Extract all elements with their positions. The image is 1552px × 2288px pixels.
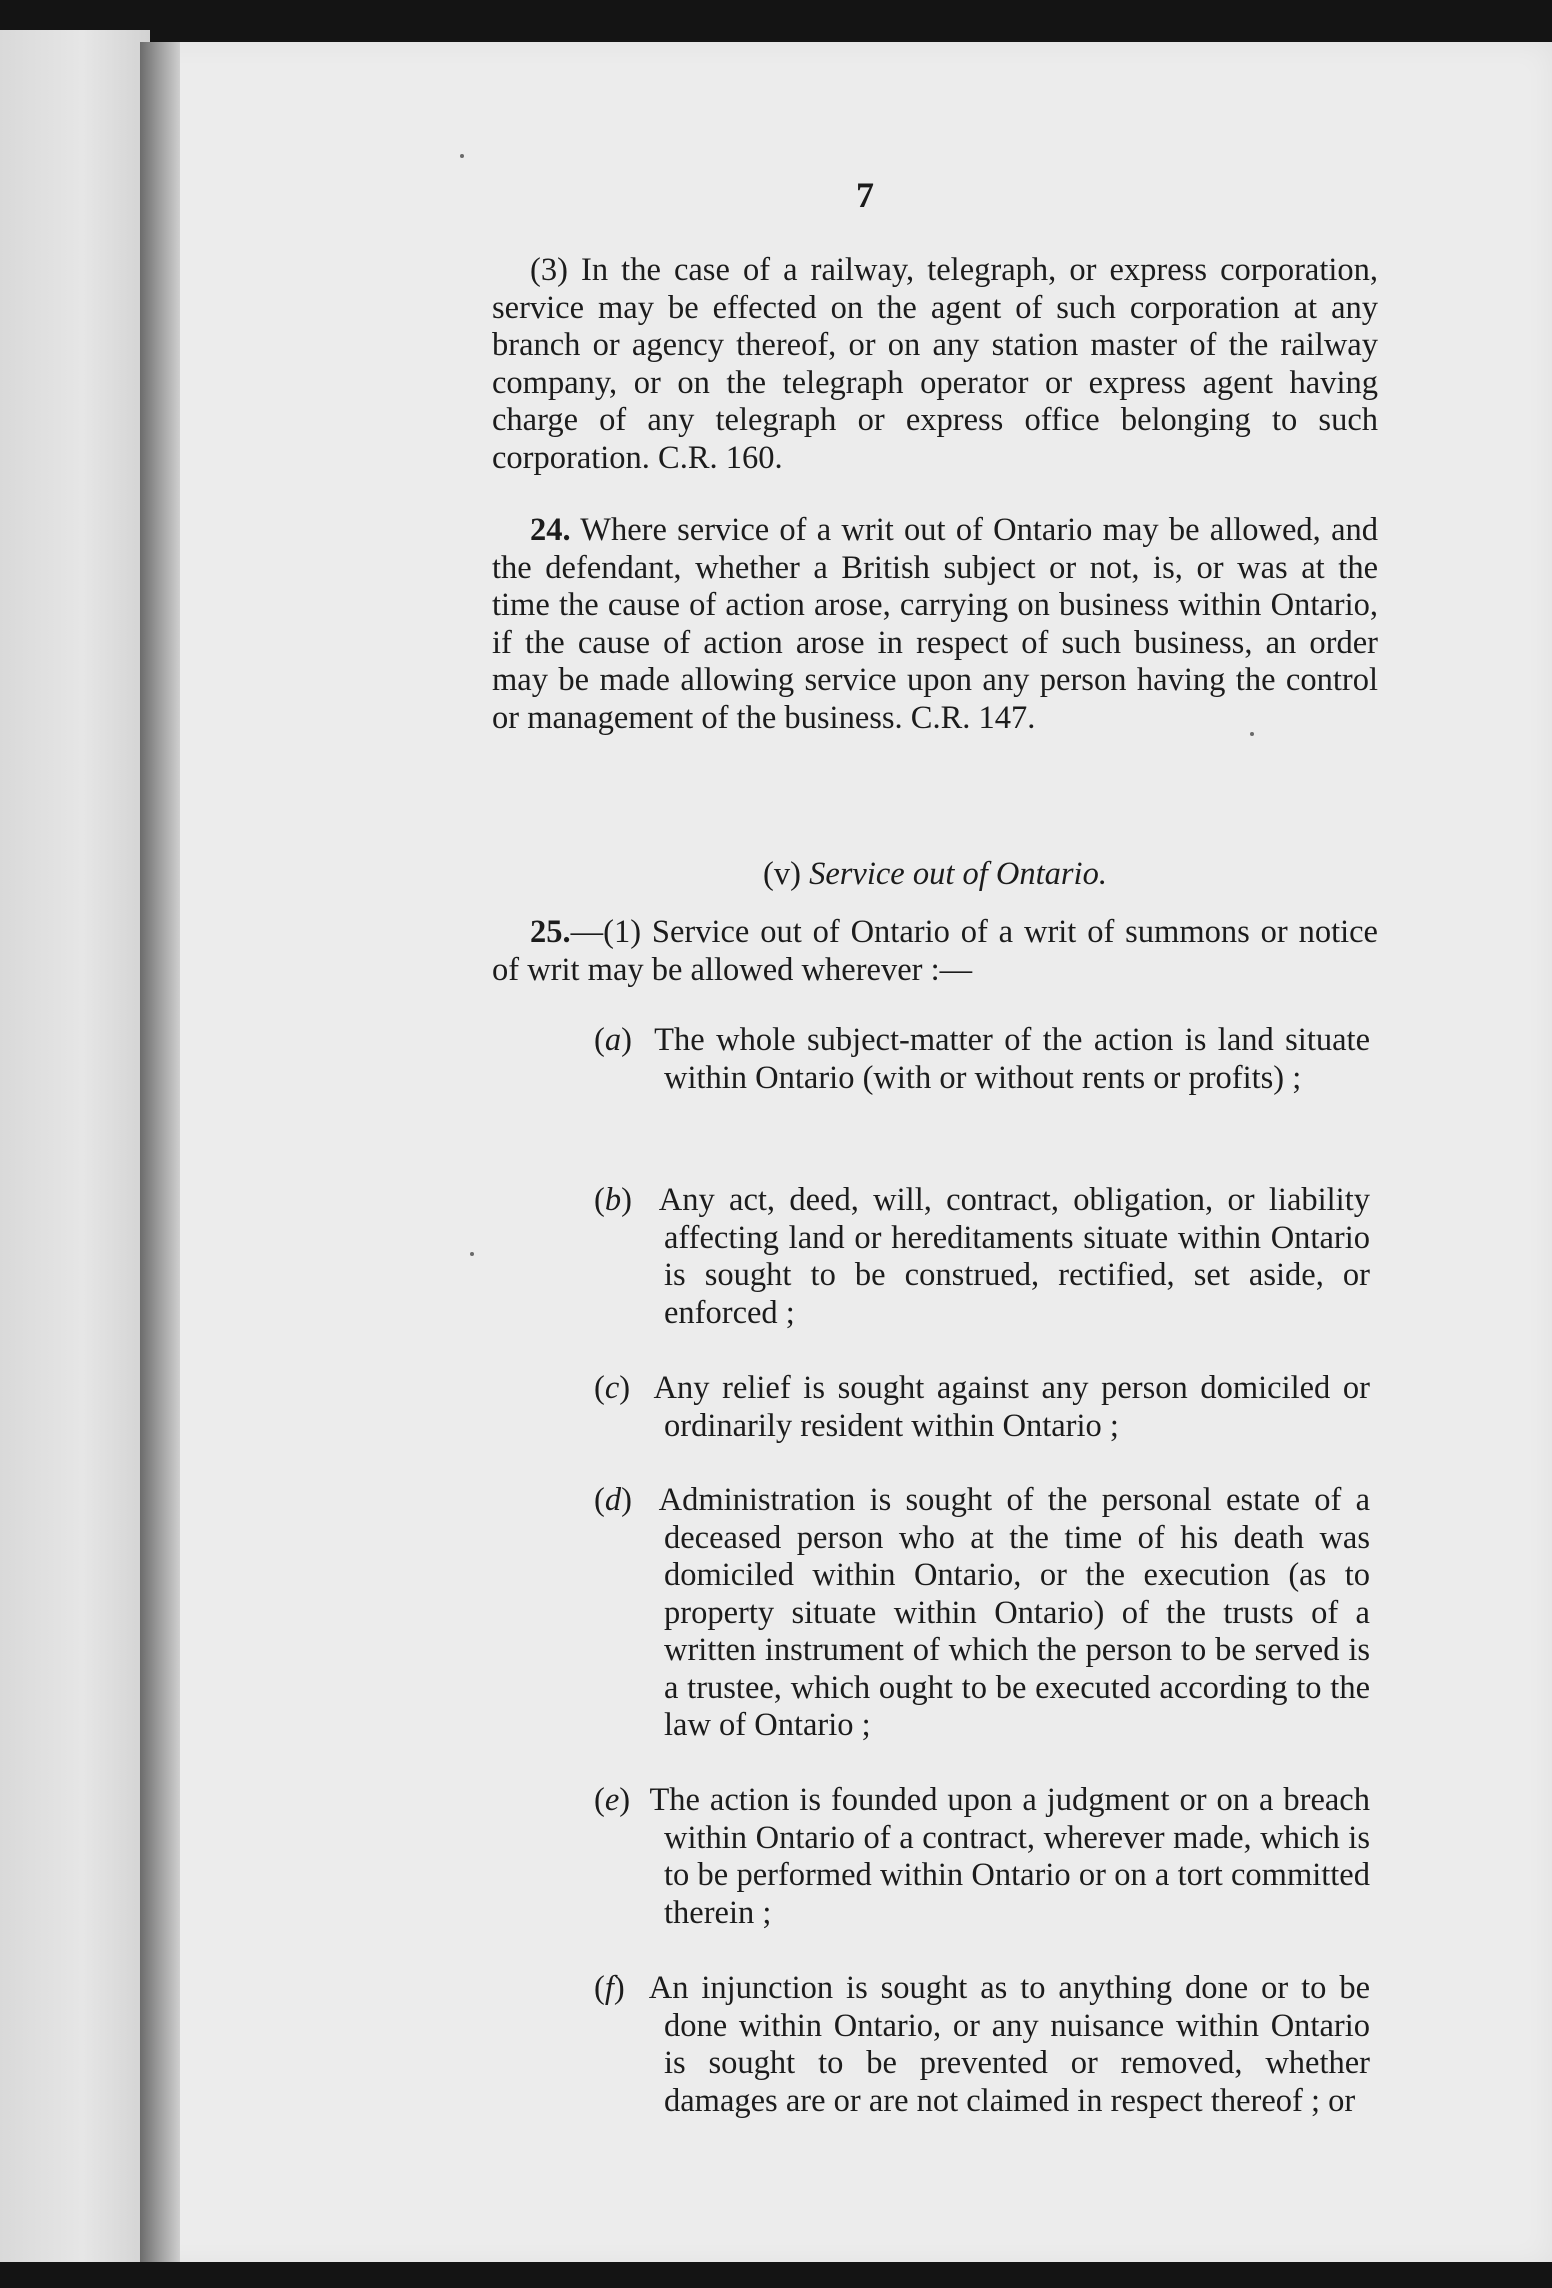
subheading-number: (v) bbox=[763, 856, 801, 892]
clause-e: (e) The action is founded upon a judgment or on a breach within Ontario of a contract, wherever made, which is to be performed within Ontario or on a tort committed therein ; bbox=[594, 1782, 1370, 1931]
scan-top-border bbox=[0, 0, 1552, 48]
clause-b: (b) Any act, deed, will, contract, obligation, or liability affecting land or hereditaments situate within Ontario is sought to be construed, rectified, set aside, or enforced ; bbox=[594, 1182, 1370, 1331]
clause-f: (f) An injunction is sought as to anything done or to be done within Ontario, or any nuisance within Ontario is sought to be prevented or removed, whether damages are or are not claimed in respect thereof ; or bbox=[594, 1970, 1370, 2119]
clause-b-letter: b bbox=[604, 1182, 622, 1218]
subheading-title: Service out of Ontario. bbox=[809, 856, 1107, 892]
section-24-text: Where service of a writ out of Ontario may be allowed, and the defendant, whether a British subject or not, is, or was at the time the cause of action arose, carrying on business within Ontario, if the cause of action arose in respect of such business, an order may be made allowing service upon any person having the control or management of the business. C.R. 147. bbox=[492, 512, 1378, 736]
clause-e-letter: e bbox=[604, 1782, 620, 1818]
scan-speck bbox=[470, 1252, 474, 1256]
clause-a-letter: a bbox=[604, 1022, 622, 1058]
scan-speck bbox=[460, 154, 464, 158]
book-page bbox=[140, 42, 1552, 2266]
clause-c: (c) Any relief is sought against any person domiciled or ordinarily resident within Ontario ; bbox=[594, 1370, 1370, 1444]
clause-c-letter: c bbox=[604, 1370, 620, 1406]
clause-f-text: An injunction is sought as to anything done or to be done within Ontario, or any nuisance within Ontario is sought to be prevented or removed, whether damages are or are not claimed in respect thereof ; or bbox=[648, 1970, 1370, 2119]
section-25-text: —(1) Service out of Ontario of a writ of summons or notice of writ may be allowed wherever :— bbox=[492, 914, 1378, 988]
clause-a: (a) The whole subject-matter of the action is land situate within Ontario (with or without rents or profits) ; bbox=[594, 1022, 1370, 1096]
section-25-number: 25. bbox=[530, 914, 571, 950]
section-25-paragraph bbox=[492, 914, 1378, 989]
clause-d-letter: d bbox=[604, 1482, 622, 1518]
scan-bottom-border bbox=[0, 2262, 1552, 2288]
clause-b-text: Any act, deed, will, contract, obligation, or liability affecting land or hereditaments situate within Ontario is sought to be construed, rectified, set aside, or enforced ; bbox=[658, 1182, 1370, 1331]
section-24-number: 24. bbox=[530, 512, 571, 548]
clause-a-text: The whole subject-matter of the action is land situate within Ontario (with or without rents or profits) ; bbox=[654, 1022, 1370, 1096]
clause-c-text: Any relief is sought against any person domiciled or ordinarily resident within Ontario ; bbox=[653, 1370, 1370, 1444]
subsection-3-text: In the case of a railway, telegraph, or express corporation, service may be effected on the agent of such corporation at any branch or agency thereof, or on any station master of the railway company, or on the telegraph operator or express agent having charge of any telegraph or express office belonging to such corporation. C.R. 160. bbox=[492, 252, 1378, 476]
clause-e-text: The action is founded upon a judgment or on a breach within Ontario of a contract, wherever made, which is to be performed within Ontario or on a tort committed therein ; bbox=[649, 1782, 1370, 1931]
clause-f-letter: f bbox=[604, 1970, 614, 2006]
subsection-3-label: (3) bbox=[530, 252, 568, 288]
subheading-service-out-of-ontario bbox=[492, 856, 1378, 893]
clause-d: (d) Administration is sought of the personal estate of a deceased person who at the time of his death was domiciled within Ontario, or the execution (as to property situate within Ontario) of the trusts of a written instrument of which the person to be served is a trustee, which ought to be executed according to the law of Ontario ; bbox=[594, 1482, 1370, 1743]
clause-d-text: Administration is sought of the personal estate of a deceased person who at the time of his death was domiciled within Ontario, or the execution (as to property situate within Ontario) of the trusts of a written instrument of which the person to be served is a trustee, which ought to be executed according to the law of Ontario ; bbox=[658, 1482, 1370, 1743]
page-gutter-shadow bbox=[140, 42, 180, 2266]
subsection-3-paragraph bbox=[492, 252, 1378, 477]
page-number: 7 bbox=[856, 175, 874, 215]
section-24-paragraph bbox=[492, 512, 1378, 737]
facing-page-edge bbox=[0, 30, 150, 2270]
